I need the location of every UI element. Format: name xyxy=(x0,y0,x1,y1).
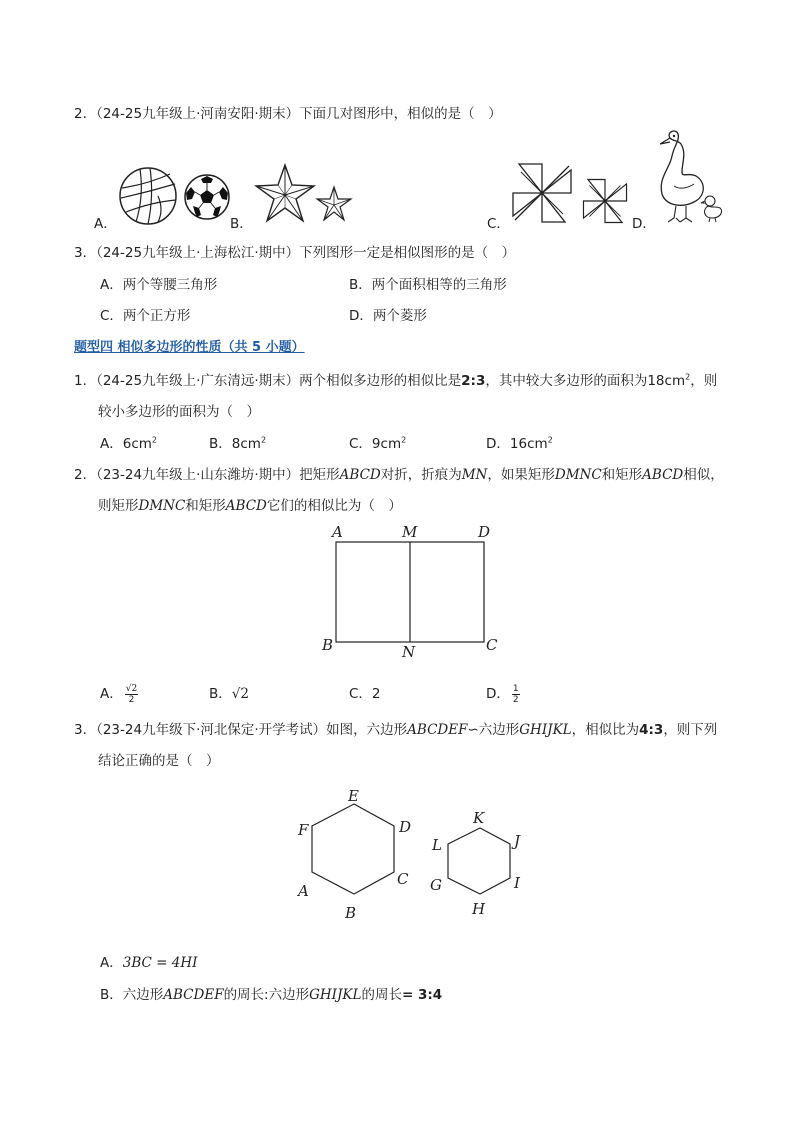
q1-line1 xyxy=(74,369,717,389)
q2-option-b-label: B． xyxy=(230,216,253,232)
q1-option-a-text: A．6cm xyxy=(100,436,152,452)
q2b-text-c: ，如果矩形 xyxy=(487,467,555,483)
fraction-denominator-2: 2 xyxy=(512,694,519,705)
q2b-option-b xyxy=(209,682,249,702)
q2b-line1 xyxy=(74,463,724,483)
label-j: J xyxy=(514,832,521,850)
q2b-option-c: C．2 xyxy=(349,686,381,702)
q3b-option-b-label: B．六边形 xyxy=(100,987,164,1003)
rectangle-abcd-figure xyxy=(318,520,508,660)
q2-line xyxy=(74,102,502,122)
q2b-dmnc-2: DMNC xyxy=(138,498,186,514)
label-k: K xyxy=(473,809,485,827)
q2b-abcd: ABCD xyxy=(339,467,381,483)
q2b-abcd-3: ABCD xyxy=(225,498,267,514)
q1-option-c-text: C．9cm xyxy=(349,436,402,452)
hexagon-ghijkl xyxy=(448,828,510,894)
q2b-number: 2． xyxy=(74,467,97,483)
q3b-option-a-math: 3BC = 4HI xyxy=(122,955,198,971)
q2b-abcd-2: ABCD xyxy=(642,467,684,483)
q2b-dmnc: DMNC xyxy=(554,467,602,483)
hexagons-figure xyxy=(292,786,532,926)
q2b-option-b-label: B． xyxy=(209,686,232,702)
fraction-numerator: √2 xyxy=(125,683,138,694)
label-f: F xyxy=(298,821,309,839)
q1-text-c: ，则 xyxy=(690,373,718,389)
q1-text-b: ，其中较大多边形的面积为 xyxy=(485,373,648,389)
q1-option-b-text: B．8cm xyxy=(209,436,261,452)
q3b-option-b-mid: 的周长:六边形 xyxy=(223,987,310,1003)
label-d: D xyxy=(399,818,412,836)
q3-number: 3． xyxy=(74,245,97,261)
q3b-ghijkl: GHIJKL xyxy=(519,722,572,738)
label-h: H xyxy=(472,900,486,918)
q2b-text-d: 和矩形 xyxy=(601,467,643,483)
label-m: M xyxy=(402,523,418,541)
q3b-sim-symbol: ∽ xyxy=(467,722,479,738)
q2b-line2 xyxy=(98,494,402,514)
volleyball-image xyxy=(118,166,178,226)
q2b-text-g: 和矩形 xyxy=(185,498,226,514)
q1-option-a xyxy=(100,432,157,452)
fraction-numerator-1: 1 xyxy=(512,683,519,694)
q2b-text-e: 相似， xyxy=(683,467,724,483)
q3b-text-a: （23-24九年级下·河北保定·开学考试）如图，六边形 xyxy=(96,722,408,738)
q2-text: 下面几对图形中，相似的是（ ） xyxy=(299,106,502,122)
label-a: A xyxy=(298,882,309,900)
q2-source: （24-25九年级上·河南安阳·期末） xyxy=(96,106,300,122)
q2-number: 2． xyxy=(74,106,97,122)
soccer-ball-image xyxy=(183,173,231,221)
fraction-one-half xyxy=(512,684,520,705)
q3b-text-d: ，则下列 xyxy=(663,722,718,738)
q1-option-a-sup: 2 xyxy=(151,435,157,445)
q1-number: 1． xyxy=(74,373,97,389)
q3b-option-b xyxy=(100,983,442,1003)
q2b-option-d-label: D． xyxy=(486,686,510,702)
hexagon-abcdef xyxy=(312,804,394,894)
label-b: B xyxy=(345,904,357,922)
fraction-denominator: 2 xyxy=(128,694,135,705)
label-g: G xyxy=(430,876,442,894)
q3b-abcdef: ABCDEF xyxy=(407,722,468,738)
label-d: D xyxy=(478,523,491,541)
q2b-option-d xyxy=(486,682,520,705)
q1-option-d-sup: 2 xyxy=(547,435,553,445)
q1-option-c-sup: 2 xyxy=(401,435,407,445)
q1-option-b-sup: 2 xyxy=(260,435,267,445)
q1-option-c xyxy=(349,432,406,452)
q2b-text-a: （23-24九年级上·山东潍坊·期中）把矩形 xyxy=(96,467,340,483)
q3-source: （24-25九年级上·上海松江·期中） xyxy=(96,245,300,261)
q3b-option-a-label: A． xyxy=(100,955,123,971)
label-l: L xyxy=(432,836,442,854)
q2b-option-a xyxy=(100,682,138,705)
q3b-line2: 结论正确的是（ ） xyxy=(98,753,220,769)
large-pinwheel-image xyxy=(511,162,573,224)
section-title: 题型四 相似多边形的性质（共 5 小题） xyxy=(74,340,305,355)
q2b-mn: MN xyxy=(461,467,488,483)
label-c: C xyxy=(486,636,498,654)
q3-option-c: C．两个正方形 xyxy=(100,308,191,324)
q2-option-d-label: D． xyxy=(632,216,656,232)
duckling-image xyxy=(700,194,726,224)
small-star-image xyxy=(316,186,352,222)
q2-option-c-label: C． xyxy=(487,216,510,232)
q2b-text-f: 则矩形 xyxy=(98,498,139,514)
q3b-option-b-end: 的周长 xyxy=(361,987,402,1003)
q3-option-b: B．两个面积相等的三角形 xyxy=(349,277,507,293)
fraction-sqrt2-over-2 xyxy=(125,684,138,705)
q3b-option-b-eq: = 3:4 xyxy=(401,987,443,1003)
q1-area: 18cm xyxy=(647,373,686,389)
q1-option-b xyxy=(209,432,266,452)
q3b-line1 xyxy=(74,718,717,738)
q1-option-d-text: D．16cm xyxy=(486,436,548,452)
q3b-option-a xyxy=(100,951,197,971)
large-star-image xyxy=(254,163,316,225)
q3b-text-c: ，相似比为 xyxy=(571,722,640,738)
q3b-text-b: 六边形 xyxy=(478,722,520,738)
q1-line2: 较小多边形的面积为（ ） xyxy=(98,404,260,420)
label-n: N xyxy=(402,643,416,661)
q3-option-a: A．两个等腰三角形 xyxy=(100,277,218,293)
q3b-option-b-ghijkl: GHIJKL xyxy=(309,987,362,1003)
q2b-option-a-label: A． xyxy=(100,686,123,702)
label-i: I xyxy=(514,874,520,892)
label-b: B xyxy=(322,636,334,654)
q3b-number: 3． xyxy=(74,722,97,738)
sqrt2-value: √2 xyxy=(231,686,249,702)
q2b-text-h: 它们的相似比为（ ） xyxy=(266,498,402,514)
q2b-text-b: 对折，折痕为 xyxy=(380,467,462,483)
q3-option-d: D．两个菱形 xyxy=(349,308,427,324)
label-c: C xyxy=(397,870,409,888)
q3b-ratio: 4:3 xyxy=(639,722,664,738)
q2-option-a-label: A． xyxy=(94,216,117,232)
small-pinwheel-image xyxy=(582,178,628,224)
label-a: A xyxy=(332,523,343,541)
q1-text-a: （24-25九年级上·广东清远·期末）两个相似多边形的相似比是 xyxy=(96,373,462,389)
q3-line xyxy=(74,241,515,261)
label-e: E xyxy=(348,787,359,805)
q1-option-d xyxy=(486,432,553,452)
q1-area-sup: 2 xyxy=(685,372,691,382)
q3b-option-b-abcdef: ABCDEF xyxy=(163,987,224,1003)
q3-text: 下列图形一定是相似图形的是（ ） xyxy=(299,245,516,261)
q1-ratio: 2:3 xyxy=(461,373,486,389)
